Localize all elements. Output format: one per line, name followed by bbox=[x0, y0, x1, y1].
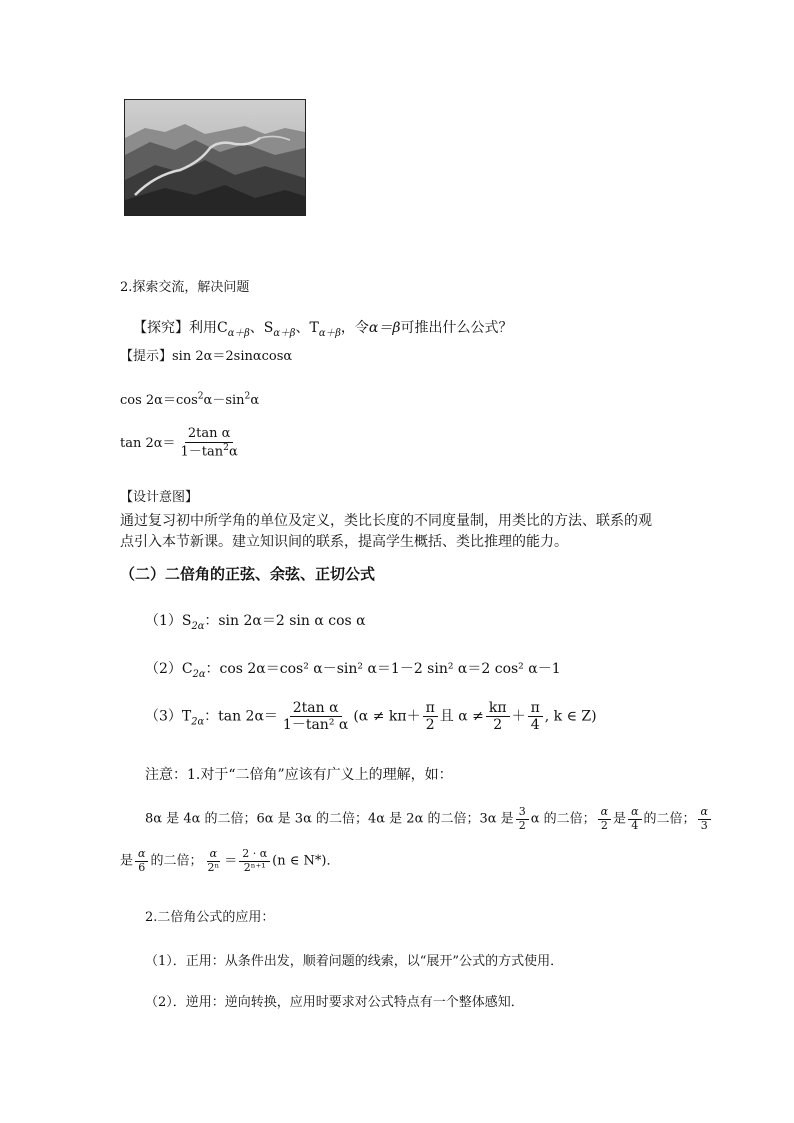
note-l3-frac2 bbox=[204, 848, 222, 874]
note-l2-d: 的二倍； bbox=[643, 811, 696, 827]
note-l3-eq: ＝ bbox=[224, 853, 238, 869]
note-l2-frac2 bbox=[598, 806, 611, 832]
cos2a-left: cos 2α＝cos bbox=[120, 393, 198, 408]
design-intent-label: 【设计意图】 bbox=[120, 490, 199, 505]
tan2a-den-b: α bbox=[228, 444, 238, 460]
note-l3-f2-den: 2ⁿ bbox=[207, 860, 220, 874]
tan2a-num: 2tan α bbox=[185, 427, 234, 443]
great-wall-photo bbox=[124, 99, 306, 216]
note-l2-f1-num: 3 bbox=[516, 806, 529, 820]
t2a-cond-a: (α ≠ kπ＋ bbox=[353, 708, 421, 725]
c2a-sub: 2α bbox=[192, 668, 206, 680]
note-line1: 注意：1.对于“二倍角”应该有广义上的理解，如： bbox=[145, 767, 453, 783]
tan2a-fraction bbox=[178, 427, 241, 460]
formula-t2a bbox=[145, 700, 597, 733]
hint-sin2a: sin 2α＝2sinαcosα bbox=[172, 349, 293, 364]
section-title: 2.探索交流，解决问题 bbox=[120, 280, 250, 295]
s2a-label: （1）S bbox=[145, 613, 192, 629]
t2a-num: 2tan α bbox=[290, 700, 342, 717]
t2a-two: 2 bbox=[425, 717, 435, 734]
note-l3-c: (n ∈ N*)． bbox=[272, 853, 340, 869]
hint-label: 【提示】 bbox=[120, 349, 173, 364]
tan2a-den-a: 1－tan bbox=[180, 444, 224, 460]
t2a-pi-over-2 bbox=[423, 700, 438, 733]
t2a-pi: π bbox=[423, 700, 438, 717]
note-l2-f3-num: α bbox=[628, 806, 641, 820]
note-l2-frac3 bbox=[628, 806, 641, 832]
s2a-body: ：sin 2α＝2 sin α cos α bbox=[204, 613, 366, 629]
cos2a-sq2: 2 bbox=[244, 391, 251, 402]
t2a-kpi: kπ bbox=[486, 700, 510, 717]
note-l3-frac3 bbox=[239, 848, 270, 874]
note-l2-f3-den: 4 bbox=[631, 818, 639, 832]
application-item1: （1）．正用：从条件出发，顺着问题的线索，以“展开”公式的方式使用． bbox=[145, 954, 564, 969]
note-l2-frac1 bbox=[516, 806, 529, 832]
t2a-cond-b: 且 α ≠ bbox=[439, 708, 484, 725]
t2a-pi-b: π bbox=[528, 700, 543, 717]
note-l2-f4-num: α bbox=[698, 806, 711, 820]
note-line2 bbox=[145, 806, 713, 832]
note-l3-f2-num: α bbox=[207, 848, 220, 862]
t2a-kpi-over-2 bbox=[486, 700, 510, 733]
explore-c-sub: α＋β bbox=[227, 327, 250, 339]
t2a-fraction bbox=[280, 700, 351, 733]
explore-text-pre: 利用 bbox=[189, 320, 217, 336]
explore-sep2: 、 bbox=[295, 320, 310, 336]
explore-line bbox=[133, 317, 512, 339]
tan2a-den bbox=[178, 443, 241, 460]
note-l2-f4-den: 3 bbox=[700, 818, 708, 832]
note-l3-f3-den: 2ⁿ⁺¹ bbox=[243, 860, 266, 874]
explore-sep1: 、 bbox=[249, 320, 264, 336]
c2a-body: ：cos 2α＝cos² α－sin² α＝1－2 sin² α＝2 cos² α－1 bbox=[205, 661, 561, 677]
s2a-sub: 2α bbox=[191, 620, 205, 632]
explore-s-sub: α＋β bbox=[273, 327, 296, 339]
note-line3 bbox=[120, 848, 339, 874]
explore-s: S bbox=[263, 320, 274, 336]
note-l2-b: α 的二倍； bbox=[530, 811, 596, 827]
formula-s2a bbox=[145, 610, 366, 632]
explore-t-sub: α＋β bbox=[318, 327, 341, 339]
note-l2-f2-den: 2 bbox=[600, 818, 608, 832]
hint-cos2a bbox=[120, 389, 259, 408]
t2a-pre: ：tan 2α＝ bbox=[204, 708, 278, 725]
hint-line bbox=[120, 345, 292, 364]
note-l2-f1-den: 2 bbox=[518, 818, 526, 832]
t2a-label: （3）T bbox=[145, 708, 192, 725]
t2a-pi-over-4 bbox=[528, 700, 543, 733]
note-l3-f1-num: α bbox=[135, 848, 148, 862]
section-heading: （二）二倍角的正弦、余弦、正切公式 bbox=[120, 565, 376, 583]
formula-c2a bbox=[145, 658, 561, 680]
cos2a-mid: α－sin bbox=[203, 393, 245, 408]
note-l3-b: 的二倍； bbox=[150, 853, 203, 869]
note-l3-a: 是 bbox=[120, 853, 134, 869]
note-l2-frac4 bbox=[698, 806, 711, 832]
application-item2: （2）．逆用：逆向转换，应用时要求对公式特点有一个整体感知． bbox=[145, 995, 524, 1010]
tan2a-den-sq: 2 bbox=[223, 442, 229, 453]
explore-alpha-eq-beta: α＝β bbox=[368, 320, 401, 336]
design-intent-line1: 通过复习初中所学角的单位及定义，类比长度的不同度量制，用类比的方法、联系的观 bbox=[120, 513, 652, 529]
t2a-two-b: 2 bbox=[493, 717, 503, 734]
t2a-four: 4 bbox=[530, 717, 540, 734]
note-l3-f1-den: 6 bbox=[138, 860, 146, 874]
t2a-sub: 2α bbox=[191, 716, 205, 728]
note-l3-f3-num: 2 · α bbox=[239, 848, 270, 862]
note-l2-c: 是 bbox=[613, 811, 627, 827]
c2a-label: （2）C bbox=[145, 661, 193, 677]
great-wall-image bbox=[125, 100, 305, 215]
explore-label: 【探究】 bbox=[133, 320, 189, 336]
cos2a-sq1: 2 bbox=[197, 391, 204, 402]
t2a-cond-c: , k ∈ Z) bbox=[544, 708, 597, 725]
design-intent-line2: 点引入本节新课。建立知识间的联系，提高学生概括、类比推理的能力。 bbox=[120, 534, 568, 550]
explore-text-post-a: ，令 bbox=[340, 320, 369, 336]
note-l3-frac1 bbox=[135, 848, 148, 874]
explore-t: T bbox=[309, 320, 319, 336]
hint-tan2a bbox=[120, 427, 243, 460]
t2a-den: 1－tan² α bbox=[282, 717, 349, 734]
t2a-plus: ＋ bbox=[511, 708, 526, 725]
tan2a-left: tan 2α＝ bbox=[120, 436, 176, 452]
application-title: 2.二倍角公式的应用： bbox=[145, 910, 275, 925]
note-l2-a: 8α 是 4α 的二倍；6α 是 3α 的二倍；4α 是 2α 的二倍；3α 是 bbox=[145, 811, 514, 827]
explore-text-post-b: 可推出什么公式？ bbox=[400, 320, 513, 336]
note-l2-f2-num: α bbox=[598, 806, 611, 820]
explore-c: C bbox=[217, 320, 228, 336]
cos2a-end: α bbox=[250, 393, 260, 408]
